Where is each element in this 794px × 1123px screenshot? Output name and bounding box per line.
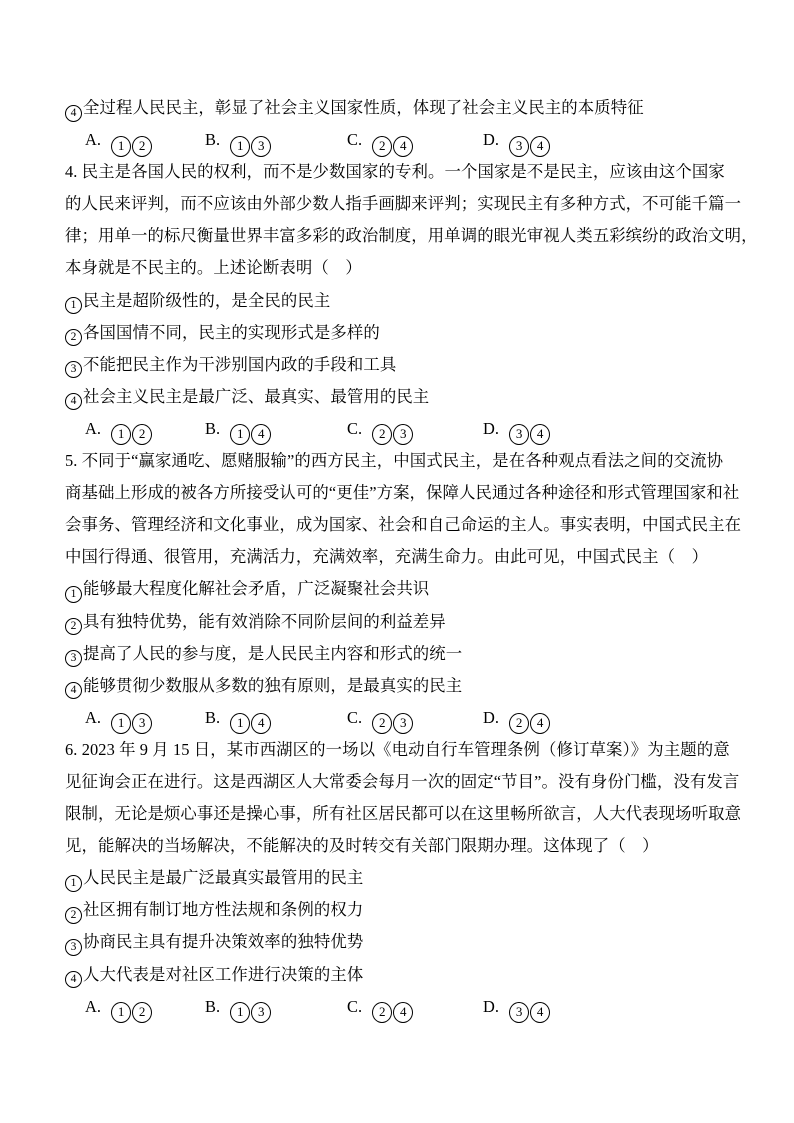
circled-number: 3 <box>393 424 413 445</box>
circled-number: 4 <box>393 1002 413 1023</box>
statement-text: 社区拥有制订地方性法规和条例的权力 <box>83 900 364 920</box>
answer-choice-label: C. <box>347 130 363 150</box>
circled-number: 3 <box>393 713 413 734</box>
statement-text: 人大代表是对社区工作进行决策的主体 <box>83 964 364 984</box>
answer-choice-d <box>483 124 551 156</box>
circled-number: 4 <box>530 713 550 734</box>
statement-text: 能够最大程度化解社会矛盾，广泛凝聚社会共识 <box>83 579 430 599</box>
answer-choices-row <box>65 413 737 445</box>
circled-number: 4 <box>530 1002 550 1023</box>
circled-number: 3 <box>509 136 529 157</box>
circled-number: 2 <box>132 424 152 445</box>
circled-number: 1 <box>111 713 131 734</box>
answer-choice-c <box>347 413 414 445</box>
circled-number: 1 <box>111 1002 131 1023</box>
answer-choice-d <box>483 702 551 734</box>
statement-line <box>65 349 737 381</box>
circled-number: 3 <box>251 1002 271 1023</box>
statement-line <box>65 862 737 894</box>
circled-number: 1 <box>65 586 82 603</box>
circled-number: 2 <box>132 1002 152 1023</box>
answer-choices-row <box>65 991 737 1023</box>
question-text-line: 4. 民主是各国人民的权利，而不是少数国家的专利。一个国家是不是民主，应该由这个国家 <box>65 162 725 182</box>
circled-number: 2 <box>509 713 529 734</box>
answer-choice-a <box>85 124 153 156</box>
question-text-line: 中国行得通、很管用，充满活力，充满效率，充满生命力。由此可见，中国式民主（ ） <box>65 547 709 567</box>
statement-text: 各国国情不同，民主的实现形式是多样的 <box>83 322 380 342</box>
circled-number: 4 <box>530 136 550 157</box>
statement-line <box>65 285 737 317</box>
circled-number: 2 <box>372 1002 392 1023</box>
answer-choice-label: D. <box>483 996 500 1016</box>
circled-number: 1 <box>230 713 250 734</box>
circled-number: 4 <box>65 682 82 699</box>
circled-number: 3 <box>65 939 82 956</box>
answer-choice-label: B. <box>205 996 221 1016</box>
circled-number: 1 <box>230 136 250 157</box>
question-text-line: 会事务、管理经济和文化事业，成为国家、社会和自己命运的主人。事实表明，中国式民主在 <box>65 515 742 535</box>
circled-number: 2 <box>372 424 392 445</box>
statement-line <box>65 670 737 702</box>
answer-choice-b <box>205 413 272 445</box>
answer-choices-row <box>65 124 737 156</box>
statement-text: 协商民主具有提升决策效率的独特优势 <box>83 932 364 952</box>
question-text-line: 律；用单一的标尺衡量世界丰富多彩的政治制度，用单调的眼光审视人类五彩缤纷的政治文明， <box>65 226 758 246</box>
statement-line <box>65 959 737 991</box>
answer-choice-d <box>483 413 551 445</box>
circled-number: 2 <box>372 136 392 157</box>
statement-line <box>65 381 737 413</box>
statement-line <box>65 92 737 124</box>
circled-number: 4 <box>393 136 413 157</box>
circled-number: 1 <box>111 424 131 445</box>
circled-number: 1 <box>230 1002 250 1023</box>
answer-choice-c <box>347 702 414 734</box>
answer-choice-label: B. <box>205 418 221 438</box>
statement-text: 全过程人民民主，彰显了社会主义国家性质，体现了社会主义民主的本质特征 <box>83 98 644 117</box>
circled-number: 3 <box>251 136 271 157</box>
statement-line <box>65 638 737 670</box>
answer-choice-b <box>205 991 272 1023</box>
answer-choice-label: A. <box>85 707 102 727</box>
circled-number: 4 <box>251 424 271 445</box>
circled-number: 3 <box>509 1002 529 1023</box>
circled-number: 3 <box>509 424 529 445</box>
circled-number: 1 <box>230 424 250 445</box>
statement-text: 人民民主是最广泛最真实最管用的民主 <box>83 868 364 888</box>
circled-number: 4 <box>65 105 82 122</box>
question-text-line: 见，能解决的当场解决，不能解决的及时转交有关部门限期办理。这体现了（ ） <box>65 836 659 856</box>
circled-number: 4 <box>530 424 550 445</box>
statement-text: 具有独特优势，能有效消除不同阶层间的利益差异 <box>83 611 446 631</box>
answer-choice-a <box>85 413 153 445</box>
answer-choice-a <box>85 702 153 734</box>
answer-choice-label: C. <box>347 996 363 1016</box>
question-text-line: 本身就是不民主的。上述论断表明（ ） <box>65 258 362 278</box>
answer-choice-label: A. <box>85 418 102 438</box>
answer-choice-b <box>205 124 272 156</box>
statement-line <box>65 926 737 958</box>
statement-line <box>65 573 737 605</box>
statement-text: 提高了人民的参与度，是人民民主内容和形式的统一 <box>83 643 463 663</box>
answer-choice-label: D. <box>483 707 500 727</box>
answer-choice-label: B. <box>205 707 221 727</box>
circled-number: 3 <box>65 650 82 667</box>
circled-number: 2 <box>65 618 82 635</box>
statement-line <box>65 606 737 638</box>
answer-choice-label: C. <box>347 418 363 438</box>
statement-line <box>65 894 737 926</box>
answer-choice-label: B. <box>205 130 221 150</box>
circled-number: 3 <box>65 361 82 378</box>
circled-number: 1 <box>65 297 82 314</box>
circled-number: 2 <box>372 713 392 734</box>
question-text-line: 的人民来评判，而不应该由外部少数人指手画脚来评判；实现民主有多种方式，不可能千篇一 <box>65 194 742 214</box>
question-text-line: 5. 不同于“赢家通吃、愿赌服输”的西方民主，中国式民主，是在各种观点看法之间的交流协 <box>65 451 724 471</box>
circled-number: 4 <box>251 713 271 734</box>
question-text-line: 见征询会正在进行。这是西湖区人大常委会每月一次的固定“节目”。没有身份门槛，没有发言 <box>65 771 740 791</box>
statement-text: 社会主义民主是最广泛、最真实、最管用的民主 <box>83 386 430 406</box>
question-text-line: 6. 2023 年 9 月 15 日，某市西湖区的一场以《电动自行车管理条例（修订草案）》为主题的意 <box>65 739 730 759</box>
answer-choice-label: A. <box>85 130 102 150</box>
circled-number: 4 <box>65 393 82 410</box>
question-text-line: 商基础上形成的被各方所接受认可的“更佳”方案，保障人民通过各种途径和形式管理国家和社 <box>65 483 740 503</box>
answer-choice-c <box>347 124 414 156</box>
question-text-line: 限制，无论是烦心事还是操心事，所有社区居民都可以在这里畅所欲言，人大代表现场听取意 <box>65 804 742 824</box>
answer-choice-d <box>483 991 551 1023</box>
circled-number: 2 <box>65 907 82 924</box>
answer-choice-b <box>205 702 272 734</box>
document-content <box>65 92 758 1023</box>
circled-number: 2 <box>65 329 82 346</box>
statement-text: 不能把民主作为干涉别国内政的手段和工具 <box>83 354 397 374</box>
circled-number: 3 <box>132 713 152 734</box>
statement-text: 民主是超阶级性的，是全民的民主 <box>83 290 331 310</box>
answer-choice-c <box>347 991 414 1023</box>
answer-choices-row <box>65 702 737 734</box>
answer-choice-a <box>85 991 153 1023</box>
statement-line <box>65 317 737 349</box>
circled-number: 1 <box>65 875 82 892</box>
answer-choice-label: C. <box>347 707 363 727</box>
answer-choice-label: D. <box>483 130 500 150</box>
answer-choice-label: D. <box>483 418 500 438</box>
answer-choice-label: A. <box>85 996 102 1016</box>
statement-text: 能够贯彻少数服从多数的独有原则，是最真实的民主 <box>83 675 463 695</box>
circled-number: 4 <box>65 971 82 988</box>
circled-number: 2 <box>132 136 152 157</box>
circled-number: 1 <box>111 136 131 157</box>
